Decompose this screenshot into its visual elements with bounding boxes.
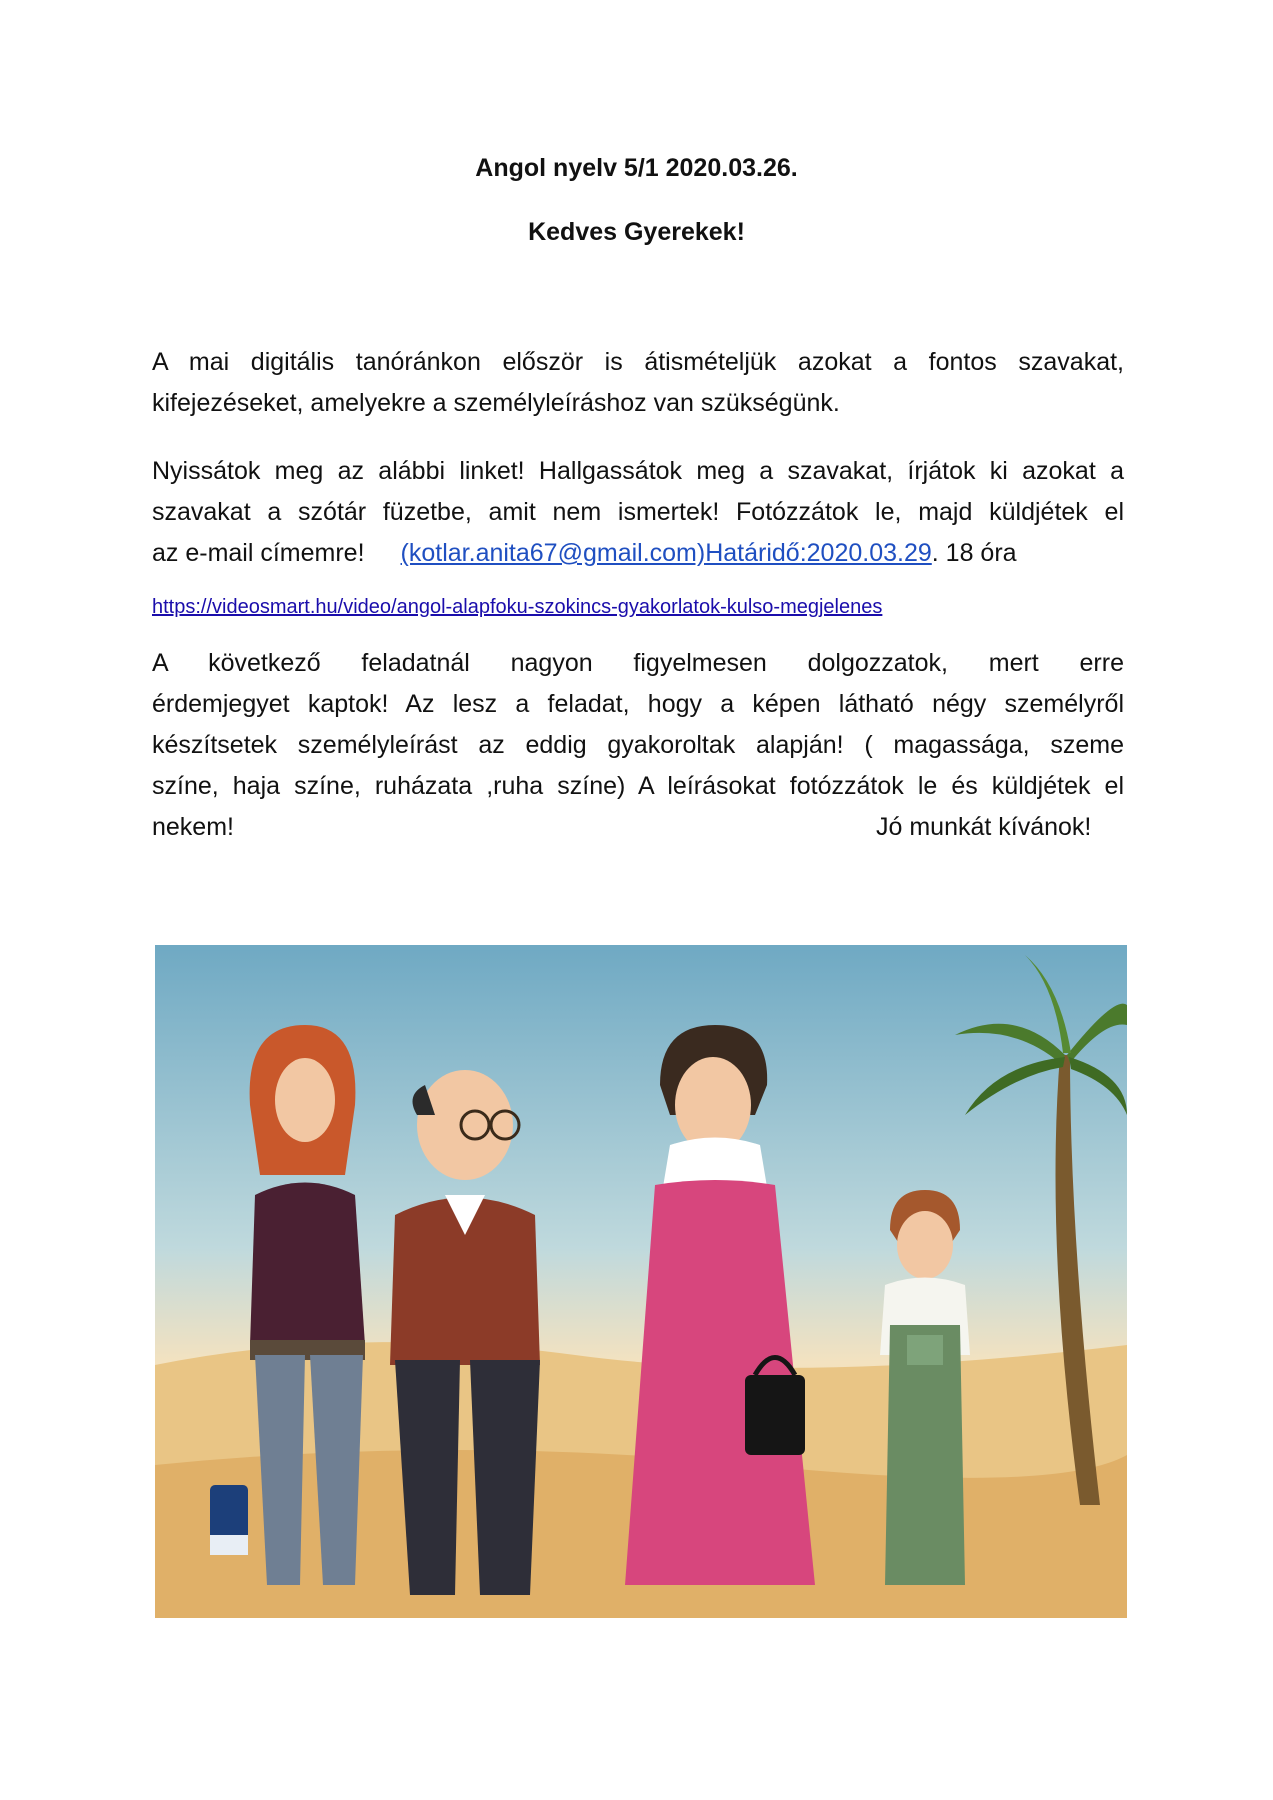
cartoon-illustration (155, 945, 1127, 1618)
text-line: Nyissátok meg az alábbi linket! Hallgassátok meg a szavakat, írjátok ki azokat a (152, 457, 1124, 485)
text-line: A következő feladatnál nagyon figyelmesen dolgozzatok, mert erre (152, 649, 1124, 677)
text-line: érdemjegyet kaptok! Az lesz a feladat, hogy a képen látható négy személyről (152, 690, 1124, 718)
task-paragraph (152, 643, 1124, 848)
text-line (152, 807, 1124, 848)
text-line: színe, haja színe, ruházata ,ruha színe) A leírásokat fotózzátok le és küldjétek el (152, 772, 1124, 800)
video-link[interactable]: https://videosmart.hu/video/angol-alapfoku-szokincs-gyakorlatok-kulso-megjelenes (152, 596, 883, 618)
text-segment: nekem! (152, 813, 234, 841)
text-segment: az e-mail címemre! (152, 539, 365, 567)
instructions-paragraph (152, 451, 1124, 574)
signoff-text: Jó munkát kívánok! (876, 813, 1092, 841)
text-line: készítsetek személyleírást az eddig gyakoroltak alapján! ( magassága, szeme (152, 731, 1124, 759)
text-line: kifejezéseket, amelyekre a személyleíráshoz van szükségünk. (152, 389, 840, 417)
text-line: A mai digitális tanóránkon először is átismételjük azokat a fontos szavakat, (152, 348, 1124, 376)
email-link[interactable]: (kotlar.anita67@gmail.com)Határidő:2020.03.29 (400, 539, 932, 567)
document-title: Angol nyelv 5/1 2020.03.26. (475, 154, 798, 182)
text-line: szavakat a szótár füzetbe, amit nem ismertek! Fotózzátok le, majd küldjétek el (152, 498, 1124, 526)
greeting-heading: Kedves Gyerekek! (528, 218, 745, 246)
video-link-line (152, 596, 882, 619)
intro-paragraph (152, 342, 1124, 424)
text-line-email (152, 533, 1124, 574)
text-segment: . 18 óra (931, 539, 1017, 567)
